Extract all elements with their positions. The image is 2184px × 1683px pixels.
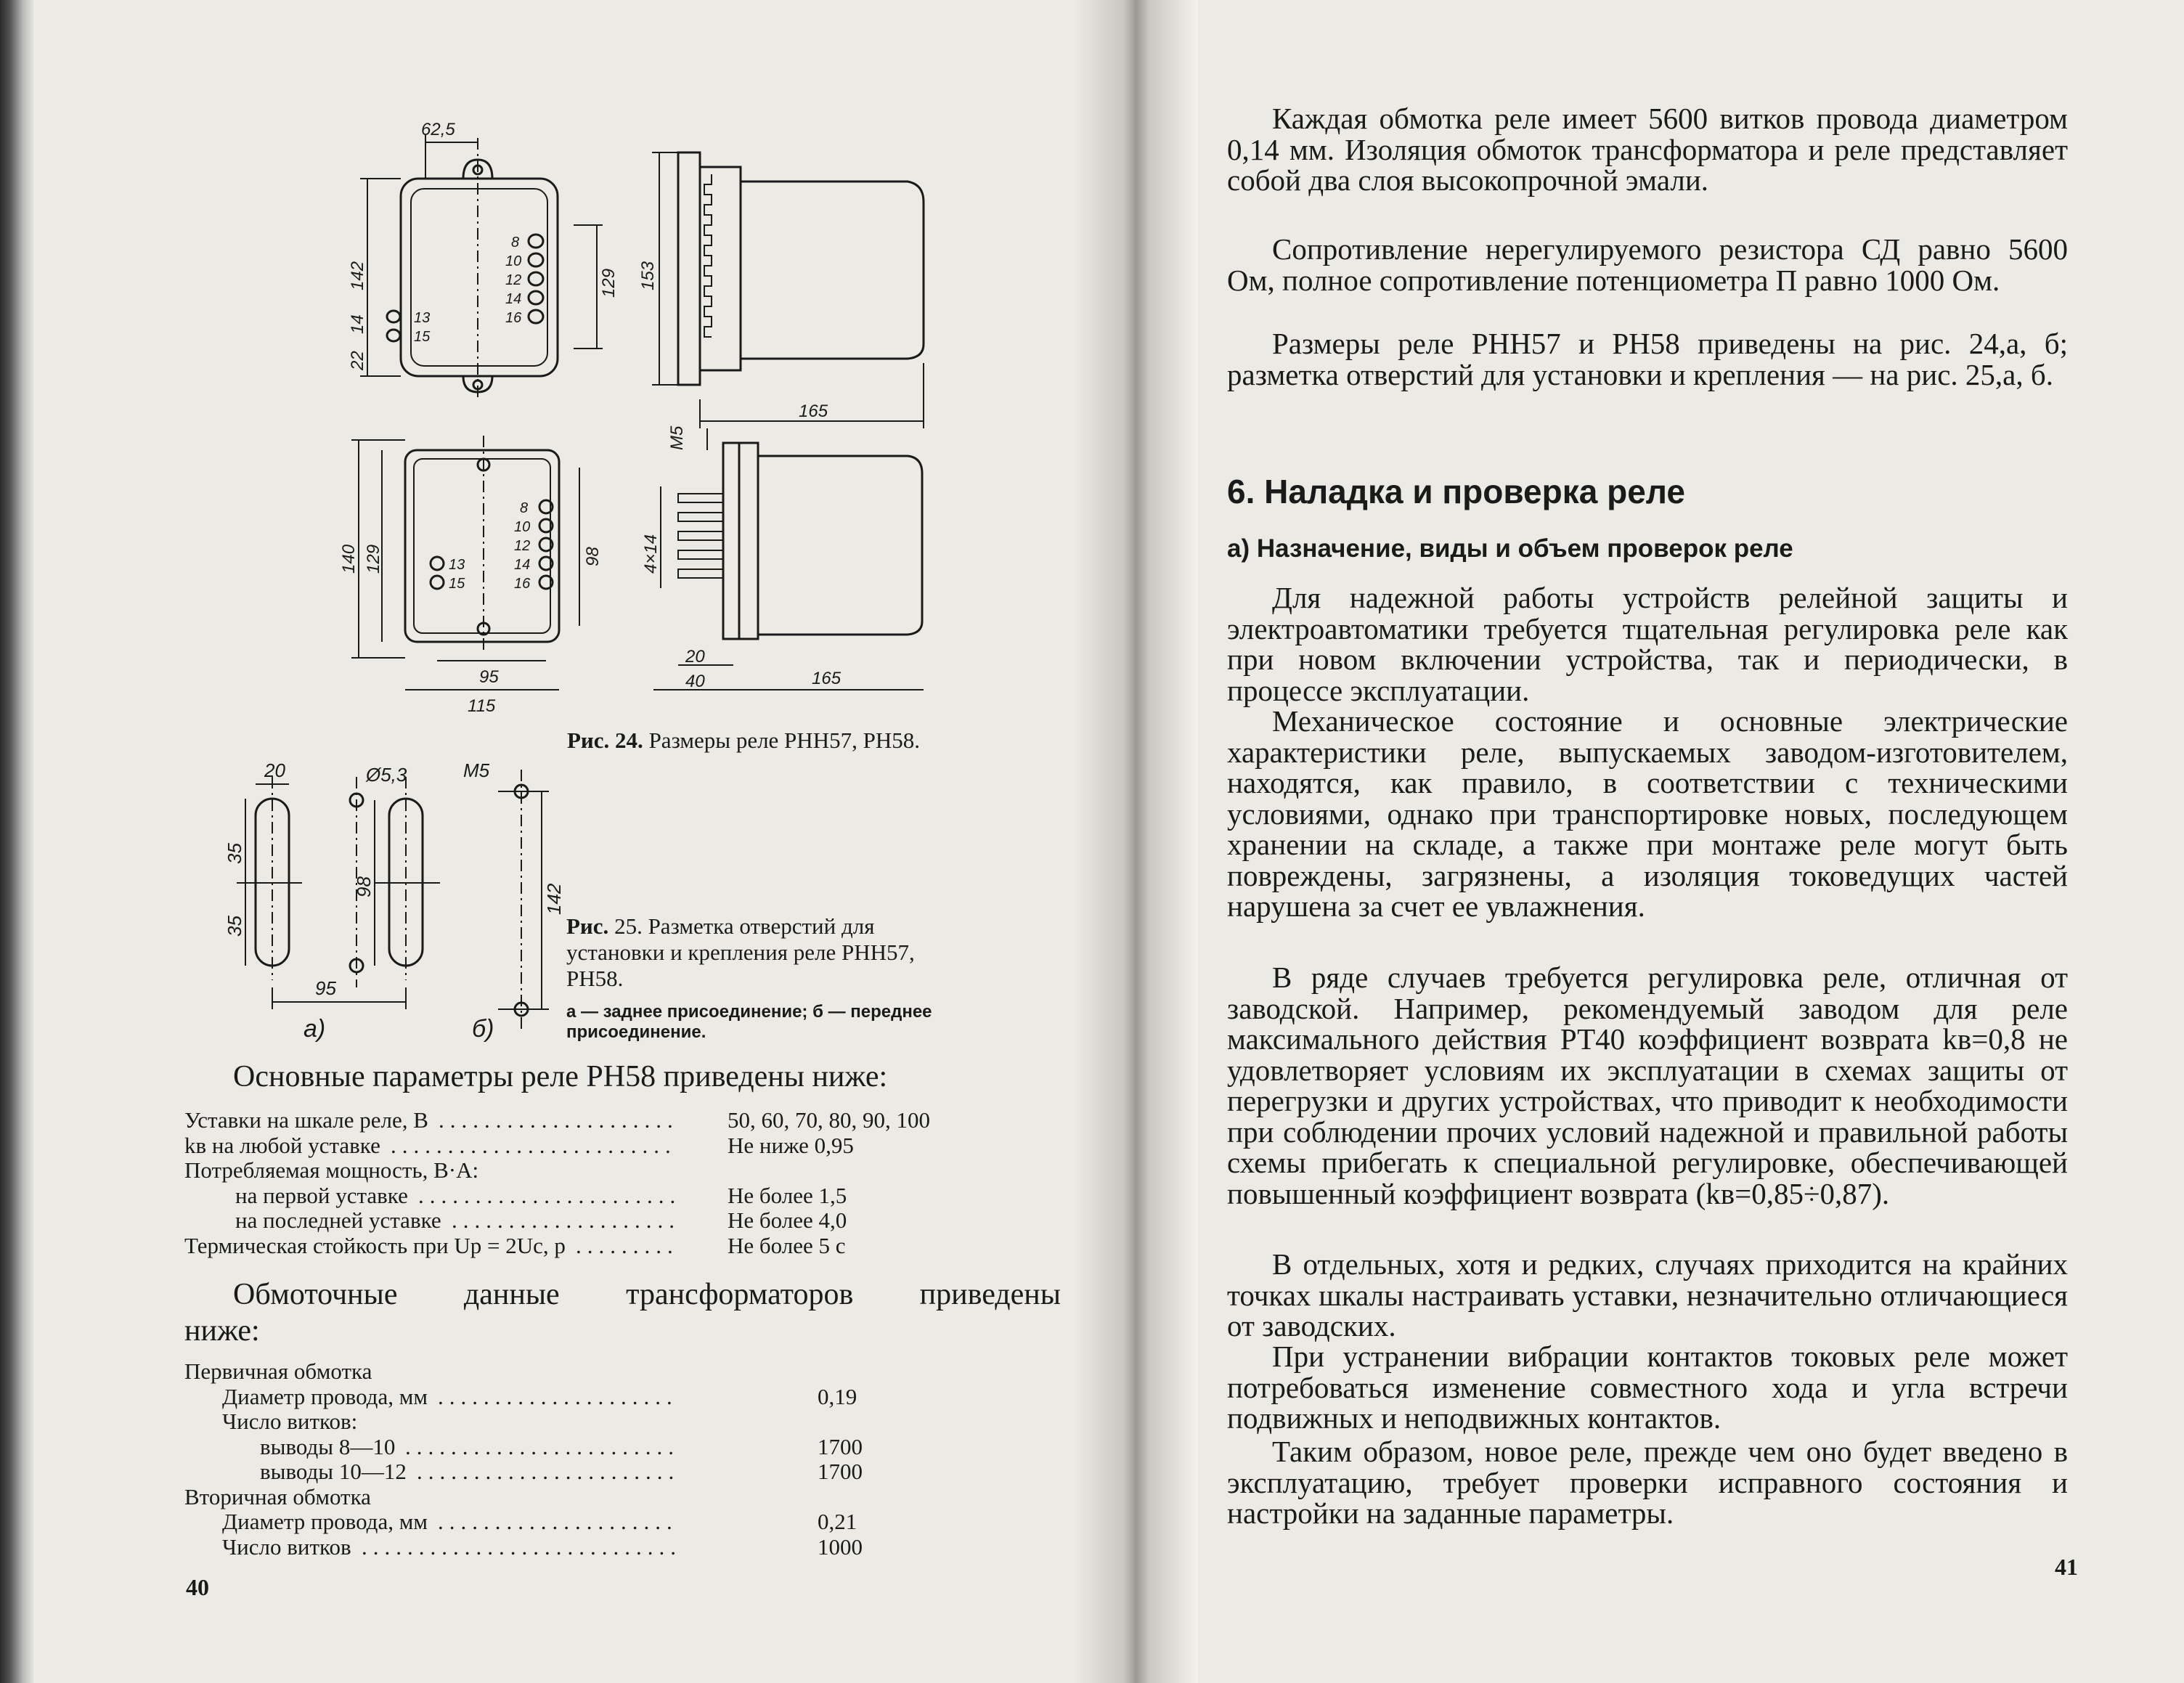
row-value: 0,19 xyxy=(818,1383,857,1409)
params-row xyxy=(33,1133,1072,1159)
fig24-dim-98: 98 xyxy=(583,547,603,566)
fig24-dim-140: 140 xyxy=(339,544,359,574)
fig24-caption: Рис. 24. Размеры реле РНН57, РН58. xyxy=(567,728,920,753)
params-row xyxy=(33,1183,1072,1209)
leader-dots: ......... xyxy=(576,1232,679,1258)
row-value: 1000 xyxy=(818,1533,863,1560)
row-label: Уставки на шкале реле, В xyxy=(184,1107,428,1133)
left-page-number: 40 xyxy=(186,1574,209,1600)
winding-intro-2: ниже: xyxy=(184,1314,260,1348)
svg-text:12: 12 xyxy=(514,538,531,554)
row-value: 0,21 xyxy=(818,1509,857,1534)
row-value: Не более 1,5 xyxy=(728,1182,847,1208)
row-label: выводы 10—12 xyxy=(260,1459,407,1484)
fig24-dim-165b: 165 xyxy=(812,669,842,688)
svg-text:13: 13 xyxy=(414,310,431,326)
row-label: Диаметр провода, мм xyxy=(222,1509,428,1534)
paragraph-5: Механическое состояние и основные электрические характеристики реле, выпускаемых заводом-изготовителем, находятся, как правило, в соответствии с техническими условиями, однако при транспортировке новых, последующем хранении на складе, а также при монтаже реле могут быть повреждены, загрязнены, а изоляция токоведущих частей нарушена за счет ее увлажнения. xyxy=(1227,704,2068,923)
paragraph-8: При устранении вибрации контактов токовых реле может потребоваться изменение совместного хода и угла встречи подвижных и неподвижных контактов. xyxy=(1227,1340,2068,1435)
fig25-dim-142: 142 xyxy=(543,883,565,915)
paragraph-1: Каждая обмотка реле имеет 5600 витков провода диаметром 0,14 мм. Изоляция обмоток трансформатора и реле представляет собой два слоя высокопрочной эмали. xyxy=(1227,102,2068,197)
fig25-dim-95: 95 xyxy=(315,977,336,999)
leader-dots: ....................... xyxy=(417,1459,680,1484)
left-page xyxy=(33,0,1075,1683)
right-page-number: 41 xyxy=(2055,1554,2078,1580)
svg-text:8: 8 xyxy=(511,235,520,250)
params-row xyxy=(33,1108,1072,1133)
fig25-dim-m5: М5 xyxy=(463,759,490,781)
fig24-front-bottom-body xyxy=(405,450,559,642)
fig25-dim-d5-3: Ø5,3 xyxy=(366,764,407,786)
row-label: Термическая стойкость при Uр = 2Uс, р xyxy=(184,1232,566,1258)
row-value: Не более 4,0 xyxy=(728,1207,847,1233)
fig24-side-bottom-body xyxy=(723,443,739,639)
winding-row xyxy=(33,1385,1072,1410)
row-value: 1700 xyxy=(818,1459,863,1484)
row-label: kв на любой уставке xyxy=(184,1132,380,1158)
svg-text:10: 10 xyxy=(514,519,531,535)
fig25-label-a: а) xyxy=(303,1015,326,1043)
fig24-dim-22: 22 xyxy=(348,351,367,370)
fig24-dim-m5: М5 xyxy=(667,425,687,450)
paragraph-7: В отдельных, хотя и редких, случаях приходится на крайних точках шкалы настраивать уставки, незначительно отличающиеся от заводских. xyxy=(1227,1247,2068,1342)
winding-row xyxy=(33,1509,1072,1535)
svg-text:15: 15 xyxy=(449,576,465,592)
fig24-dim-129: 129 xyxy=(599,268,619,298)
row-label: выводы 8—10 xyxy=(260,1433,396,1459)
winding-row xyxy=(33,1435,1072,1460)
params-row xyxy=(33,1234,1072,1259)
fig24-dim-129b: 129 xyxy=(364,544,383,574)
fig24-front-top-body xyxy=(401,179,558,376)
params-intro: Основные параметры реле РН58 приведены ниже: xyxy=(233,1060,888,1093)
leader-dots: .................... xyxy=(452,1207,680,1233)
params-row xyxy=(33,1158,1072,1183)
paragraph-4: Для надежной работы устройств релейной защиты и электроавтоматики требуется тщательная регулировка реле как при новом включении устройства, так и периодически, в процессе эксплуатации. xyxy=(1227,581,2068,707)
fig24-side-top-body xyxy=(678,152,700,385)
winding-row xyxy=(33,1485,1072,1510)
paragraph-3: Размеры реле РНН57 и РН58 приведены на рис. 24,а, б; разметка отверстий для установки и крепления — на рис. 25,а, б. xyxy=(1227,327,2068,391)
fig25-caption: Рис. 25. Разметка отверстий для установки и крепления реле РНН57, РН58. xyxy=(566,913,915,991)
fig24-dim-165a: 165 xyxy=(799,402,828,421)
svg-text:14: 14 xyxy=(505,291,522,307)
book-spine-shadow xyxy=(0,0,33,1683)
paragraph-9: Таким образом, новое реле, прежде чем оно будет введено в эксплуатацию, требует проверки исправного состояния и настройки на заданные параметры. xyxy=(1227,1435,2068,1530)
leader-dots: ......................... xyxy=(391,1132,677,1158)
paragraph-6: В ряде случаев требуется регулировка реле, отличная от заводской. Например, рекомендуемый заводом для реле максимального действия РТ40 коэффициент возврата kв=0,8 не удовлетворяет условиям их эксплуатации в схемах защиты от перегрузки и других устройствах, что приводит к необходимости при соблюдении прочих условий надежной и правильной работы схемы прибегать к специальной регулировке, обеспечивающей повышенный коэффициент возврата (kв=0,85÷0,87). xyxy=(1227,961,2068,1210)
svg-text:14: 14 xyxy=(514,557,531,573)
svg-text:8: 8 xyxy=(520,500,529,516)
leader-dots: ..................... xyxy=(439,1107,679,1133)
leader-dots: ..................... xyxy=(438,1383,678,1409)
svg-text:13: 13 xyxy=(449,557,465,573)
svg-text:15: 15 xyxy=(414,329,431,345)
row-value: 1700 xyxy=(818,1433,863,1459)
row-value: Не более 5 с xyxy=(728,1232,846,1258)
fig24-dim-153: 153 xyxy=(638,261,658,290)
svg-text:12: 12 xyxy=(505,272,522,288)
fig25-dim-98: 98 xyxy=(353,876,375,897)
svg-text:16: 16 xyxy=(505,310,522,326)
section-heading: 6. Наладка и проверка реле xyxy=(1227,473,1685,510)
leader-dots: ........................ xyxy=(405,1433,680,1459)
row-label: Потребляемая мощность, В·А: xyxy=(184,1157,479,1183)
fig25-drawing xyxy=(179,748,585,1053)
fig24-dim-95: 95 xyxy=(479,667,499,687)
winding-row xyxy=(33,1535,1072,1560)
fig24-drawing xyxy=(298,109,973,719)
paragraph-2: Сопротивление нерегулируемого резистора СД равно 5600 Ом, полное сопротивление потенциометра П равно 1000 Ом. xyxy=(1227,232,2068,297)
row-value: Не ниже 0,95 xyxy=(728,1132,854,1158)
row-label: на первой уставке xyxy=(235,1182,408,1208)
row-label: Число витков xyxy=(222,1533,351,1560)
row-label: Вторичная обмотка xyxy=(184,1483,371,1509)
row-label: Первичная обмотка xyxy=(184,1358,372,1384)
leader-dots: ..................... xyxy=(438,1509,678,1534)
fig24-dim-142: 142 xyxy=(348,261,367,290)
section-subheading: а) Назначение, виды и объем проверок реле xyxy=(1227,534,1793,563)
fig24-dim-115: 115 xyxy=(468,696,496,716)
fig25-note: а — заднее присоединение; б — переднее присоединение. xyxy=(566,1002,932,1042)
fig24-dim-4x14: 4×14 xyxy=(641,534,661,574)
svg-text:16: 16 xyxy=(514,576,531,592)
winding-row xyxy=(33,1409,1072,1435)
right-page xyxy=(1198,0,2184,1683)
book-gutter xyxy=(1075,0,1198,1683)
fig24-dim-20: 20 xyxy=(685,647,705,667)
fig25-dim-35b: 35 xyxy=(224,916,245,937)
fig25-dim-35a: 35 xyxy=(224,843,245,864)
fig25-label-b: б) xyxy=(472,1015,494,1043)
fig24-dim-62-5: 62,5 xyxy=(421,120,455,139)
leader-dots: ....................... xyxy=(418,1182,682,1208)
fig24-dim-40: 40 xyxy=(685,672,705,691)
winding-row xyxy=(33,1359,1072,1385)
row-value: 50, 60, 70, 80, 90, 100 xyxy=(728,1107,930,1133)
winding-intro-1: Обмоточные данные трансформаторов приведены xyxy=(233,1278,1061,1311)
fig25-dim-20: 20 xyxy=(264,759,285,781)
svg-text:10: 10 xyxy=(505,253,522,269)
row-label: Диаметр провода, мм xyxy=(222,1383,428,1409)
row-label: на последней уставке xyxy=(235,1207,441,1233)
fig24-dim-14: 14 xyxy=(348,314,367,334)
leader-dots: ............................ xyxy=(362,1533,682,1560)
params-row xyxy=(33,1208,1072,1234)
winding-row xyxy=(33,1459,1072,1485)
row-label: Число витков: xyxy=(222,1409,358,1434)
